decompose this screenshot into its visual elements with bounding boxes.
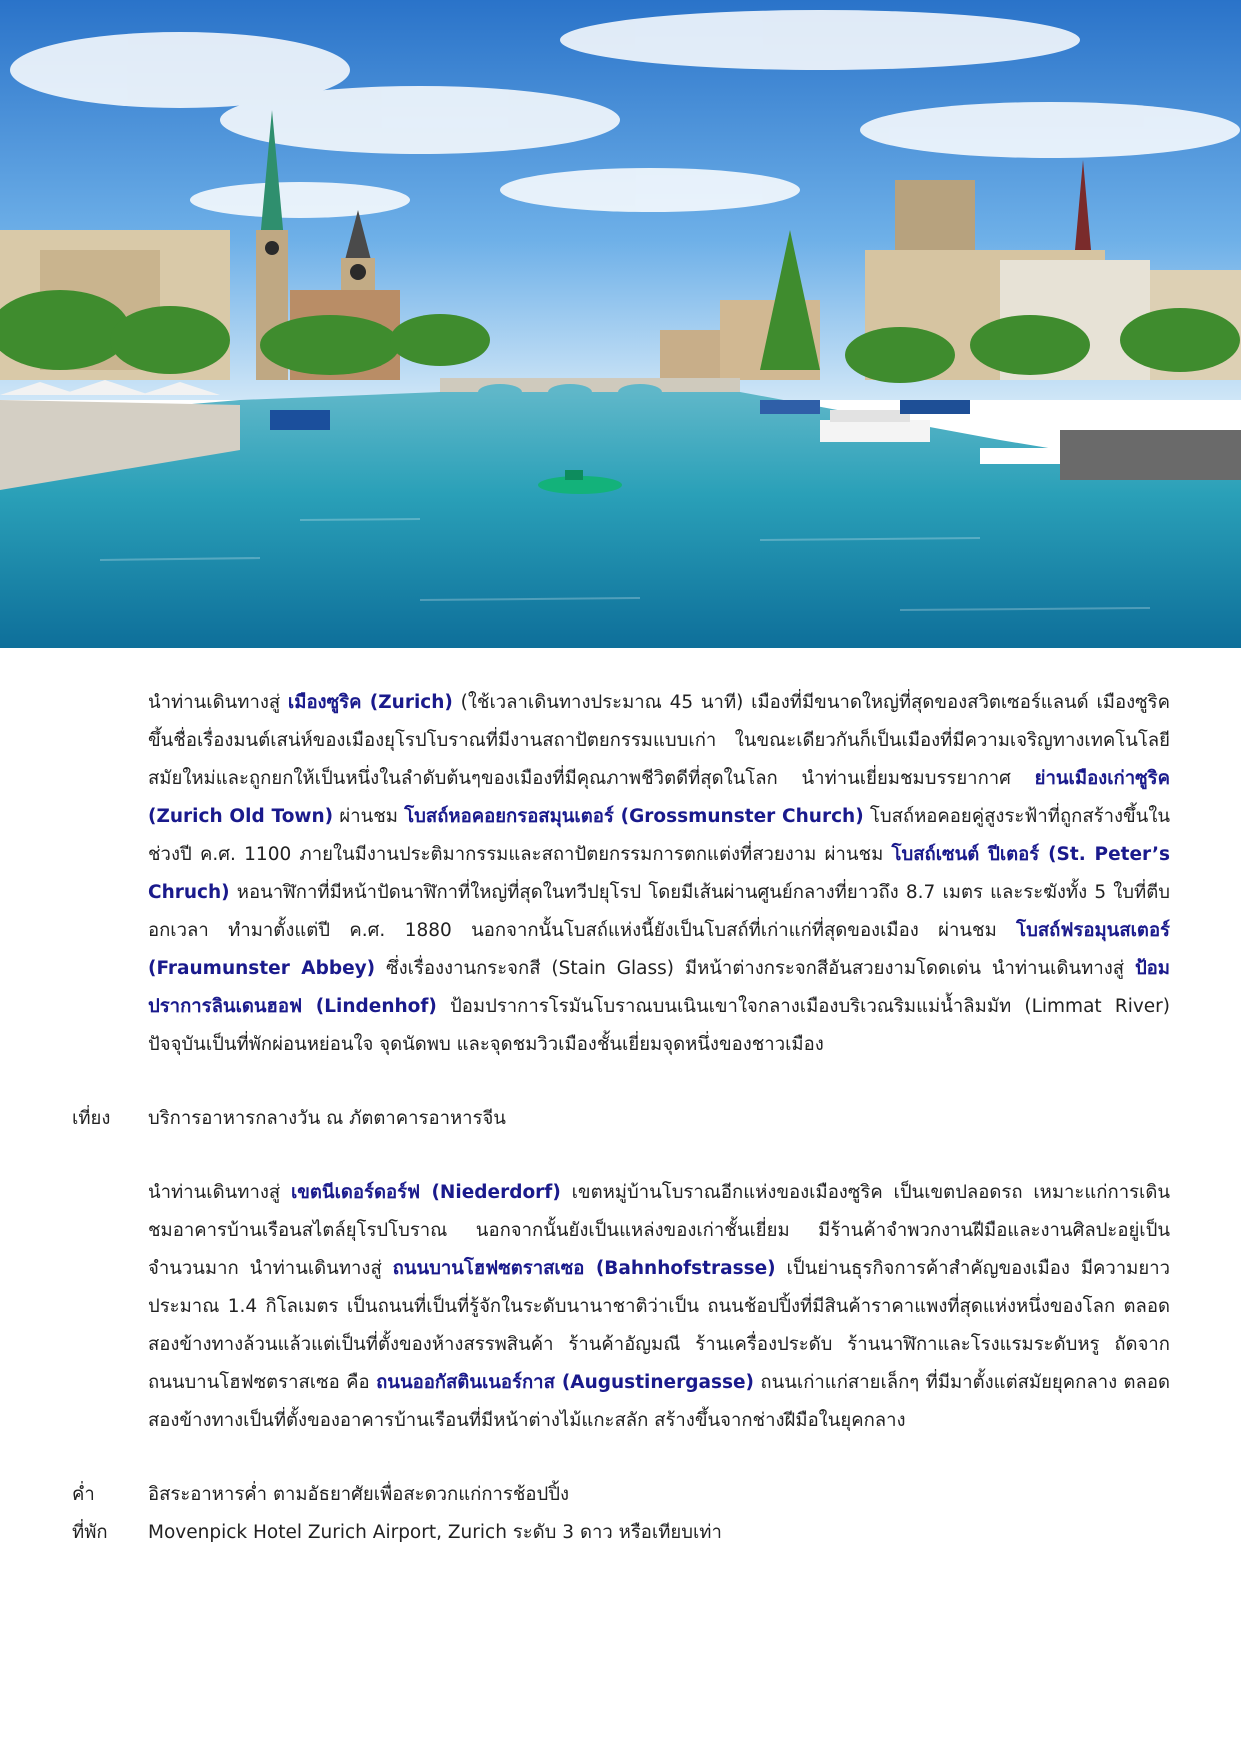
highlight-zurich-old-town: ย่านเมืองเก่าซูริค (Zurich Old Town) (148, 768, 1170, 827)
text-segment: ผ่านชม (333, 806, 405, 827)
lunch-text: บริการอาหารกลางวัน ณ ภัตตาคารอาหารจีน (148, 1108, 506, 1129)
highlight-zurich: เมืองซูริค (Zurich) (287, 692, 453, 713)
zurich-river-photo (0, 0, 1241, 648)
dinner-row (72, 1476, 1170, 1514)
highlight-st-peter: โบสถ์เซนต์ ปีเตอร์ (St. Peter’s Chruch) (148, 844, 1170, 903)
text-segment: ซึ่งเรื่องงานกระจกสี (Stain Glass) มีหน้าต่างกระจกสีอันสวยงามโดดเด่น นำท่านเดินทางสู่ (375, 958, 1135, 979)
text-segment: โบสถ์หอคอยคู่สูงระฟ้าที่ถูกสร้างขึ้นในช่วงปี ค.ศ. 1100 ภายในมีงานประติมากรรมและสถาปัตยกรรมการตกแต่งที่สวยงาม ผ่านชม (148, 806, 1171, 865)
highlight-bahnhofstrasse: ถนนบานโฮฟซตราสเซอ (Bahnhofstrasse) (392, 1258, 776, 1279)
lunch-row (72, 1100, 1170, 1138)
paragraph-zurich (148, 684, 1170, 1064)
itinerary-content (72, 684, 1170, 1552)
dinner-text: อิสระอาหารค่ำ ตามอัธยาศัยเพื่อสะดวกแก่การช้อปปิ้ง (148, 1484, 570, 1505)
highlight-grossmunster: โบสถ์หอคอยกรอสมุนเตอร์ (Grossmunster Church) (404, 806, 864, 827)
highlight-niederdorf: เขตนีเดอร์ดอร์ฟ (Niederdorf) (290, 1182, 561, 1203)
highlight-lindenhof: ป้อมปราการลินเดนฮอฟ (Lindenhof) (148, 958, 1170, 1017)
text-segment: นำท่านเดินทางสู่ (148, 692, 288, 713)
zurich-illustration (0, 0, 1241, 648)
dinner-label: ค่ำ (72, 1484, 95, 1505)
text-segment: (ใช้เวลาเดินทางประมาณ 45 นาที) เมืองที่มีขนาดใหญ่ที่สุดของสวิตเซอร์แลนด์ เมืองซูริคขึ้นชื่อเรื่องมนต์เสน่ห์ของเมืองยุโรปโบราณที่มีงานสถาปัตยกรรมแบบเก่า ในขณะเดียวกันก็เป็นเมืองที่มีความเจริญทางเทคโนโลยีสมัยใหม่และถูกยกให้เป็นหนึ่งในลำดับต้นๆของเมืองที่มีคุณภาพชีวิตดีที่สุดในโลก นำท่านเยี่ยมชมบรรยากาศ (148, 692, 1170, 789)
lunch-label: เที่ยง (72, 1108, 111, 1129)
hotel-text: Movenpick Hotel Zurich Airport, Zurich ระดับ 3 ดาว หรือเทียบเท่า (148, 1522, 722, 1543)
text-segment: เป็นย่านธุรกิจการค้าสำคัญของเมือง มีความยาวประมาณ 1.4 กิโลเมตร เป็นถนนที่เป็นที่รู้จักในระดับนานาชาติว่าเป็น ถนนช้อปปิ้งที่มีสินค้าราคาแพงที่สุดแห่งหนึ่งของโลก ตลอดสองข้างทางล้วนแล้วแต่เป็นที่ตั้งของห้างสรรพสินค้า ร้านค้าอัญมณี ร้านเครื่องประดับ ร้านนาฬิกาและโรงแรมระดับหรู ถัดจากถนนบานโฮฟซตราสเซอ คือ (148, 1258, 1170, 1393)
text-segment: นำท่านเดินทางสู่ (148, 1182, 291, 1203)
paragraph-niederdorf (148, 1174, 1170, 1440)
text-segment: ป้อมปราการโรมันโบราณบนเนินเขาใจกลางเมืองบริเวณริมแม่น้ำลิมมัท (Limmat River) ปัจจุบันเป็นที่พักผ่อนหย่อนใจ จุดนัดพบ และจุดชมวิวเมืองชั้นเยี่ยมจุดหนึ่งของชาวเมือง (148, 996, 1170, 1055)
highlight-fraumunster: โบสถ์ฟรอมุนสเตอร์ (Fraumunster Abbey) (148, 920, 1170, 979)
hotel-label: ที่พัก (72, 1522, 108, 1543)
highlight-augustinergasse: ถนนออกัสตินเนอร์กาส (Augustinergasse) (376, 1372, 754, 1393)
hotel-row (72, 1514, 1170, 1552)
text-segment: ถนนเก่าแก่สายเล็กๆ ที่มีมาตั้งแต่สมัยยุคกลาง ตลอดสองข้างทางเป็นที่ตั้งของอาคารบ้านเรือนที่มีหน้าต่างไม้แกะสลัก สร้างขึ้นจากช่างฝีมือในยุคกลาง (148, 1372, 1170, 1431)
text-segment: เขตหมู่บ้านโบราณอีกแห่งของเมืองซูริค เป็นเขตปลอดรถ เหมาะแก่การเดินชมอาคารบ้านเรือนสไตล์ยุโรปโบราณ นอกจากนั้นยังเป็นแหล่งของเก่าชั้นเยี่ยม มีร้านค้าจำพวกงานฝีมือและงานศิลปะอยู่เป็นจำนวนมาก นำท่านเดินทางสู่ (148, 1182, 1170, 1279)
text-segment: หอนาฬิกาที่มีหน้าปัดนาฬิกาที่ใหญ่ที่สุดในทวีปยุโรป โดยมีเส้นผ่านศูนย์กลางที่ยาวถึง 8.7 เมตร และระฆังทั้ง 5 ใบที่ตีบอกเวลา ทำมาตั้งแต่ปี ค.ศ. 1880 นอกจากนั้นโบสถ์แห่งนี้ยังเป็นโบสถ์ที่เก่าแก่ที่สุดของเมือง ผ่านชม (148, 882, 1170, 941)
